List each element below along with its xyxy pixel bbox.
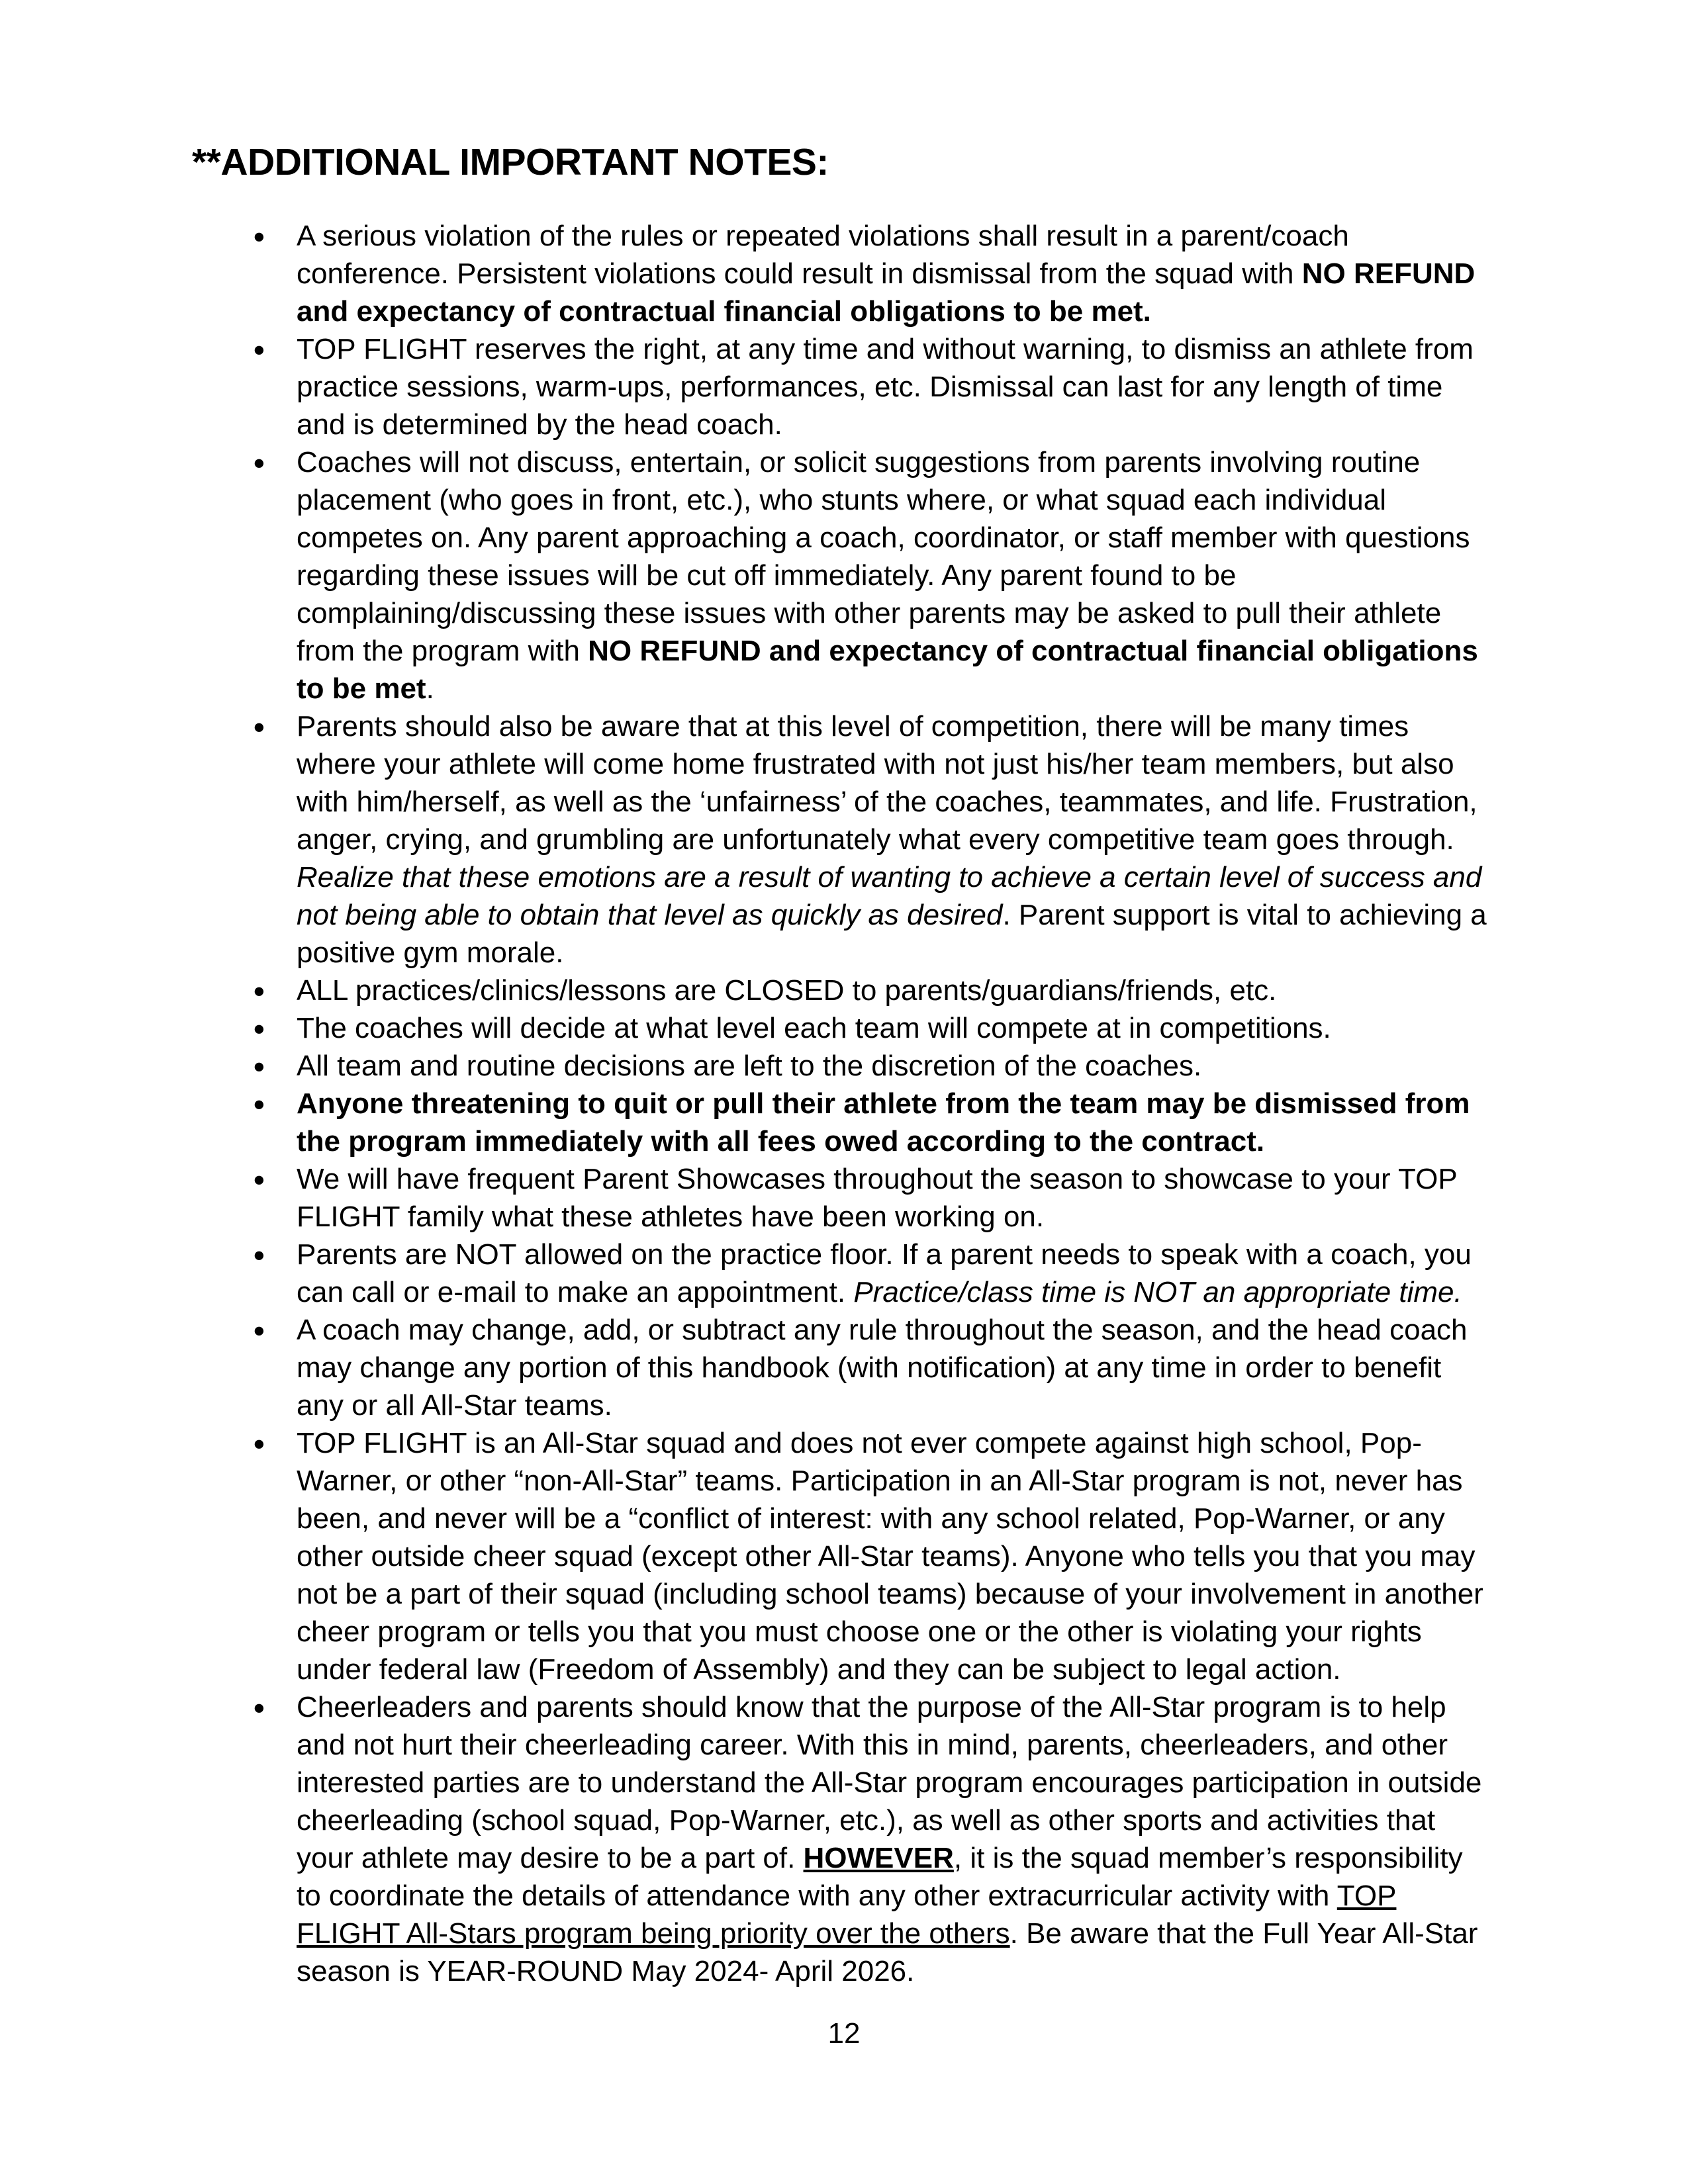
text-run: We will have frequent Parent Showcases throughout the season to showcase to your TOP FLIGHT family what these athletes have been working on. [297, 1163, 1457, 1233]
text-run: TOP FLIGHT All-Stars program being priority over the others [297, 1880, 1397, 1950]
text-run: Realize that these emotions are a result of wanting to achieve a certain level of success and not being able to obtain that level as quickly as desired [297, 861, 1482, 931]
list-item [297, 1424, 1495, 1688]
list-item [297, 217, 1495, 330]
list-item [297, 707, 1495, 972]
text-run: A coach may change, add, or subtract any rule throughout the season, and the head coach may change any portion of this handbook (with notification) at any time in order to benefit any or all All-Star teams. [297, 1314, 1468, 1422]
list-item [297, 443, 1495, 707]
document-body [192, 140, 1495, 1990]
text-run: All team and routine decisions are left to the discretion of the coaches. [297, 1050, 1202, 1082]
text-run: HOWEVER [803, 1842, 954, 1874]
text-run: NO REFUND and expectancy of contractual financial obligations to be met [297, 635, 1478, 705]
text-run: The coaches will decide at what level each team will compete at in competitions. [297, 1012, 1331, 1044]
text-run: Coaches will not discuss, entertain, or solicit suggestions from parents involving routine placement (who goes in front, etc.), who stunts where, or what squad each individual competes on. Any parent approaching a coach, coordinator, or staff member with questions regarding these issues will be cut off immediately. Any parent found to be complaining/discussing these issues with other parents may be asked to pull their athlete from the program with [297, 446, 1470, 667]
text-run: , it is the squad member’s responsibility to coordinate the details of attendance with any other extracurricular activity with [297, 1842, 1463, 1912]
text-run: . Parent support is vital to achieving a positive gym morale. [297, 899, 1487, 969]
text-run: Anyone threatening to quit or pull their athlete from the team may be dismissed from the program immediately with all fees owed according to the contract. [297, 1087, 1470, 1158]
list-item [297, 972, 1495, 1009]
text-run: . [426, 672, 434, 705]
list-item [297, 1236, 1495, 1311]
text-run: Cheerleaders and parents should know that the purpose of the All-Star program is to help and not hurt their cheerleading career. With this in mind, parents, cheerleaders, and other interested parties are to understand the All-Star program encourages participation in outside cheerleading (school squad, Pop-Warner, etc.), as well as other sports and activities that your athlete may desire to be a part of. [297, 1691, 1482, 1874]
text-run: Practice/class time is NOT an appropriate time. [853, 1276, 1462, 1308]
text-run: NO REFUND and expectancy of contractual financial obligations to be met. [297, 257, 1476, 328]
list-item [297, 1085, 1495, 1160]
text-run: . Be aware that the Full Year All-Star season is YEAR-ROUND May 2024- April 2026. [297, 1917, 1478, 1987]
text-run: ALL practices/clinics/lessons are CLOSED to parents/guardians/friends, etc. [297, 974, 1277, 1007]
list-item [297, 1160, 1495, 1236]
text-run: TOP FLIGHT reserves the right, at any time and without warning, to dismiss an athlete from practice sessions, warm-ups, performances, etc. Dismissal can last for any length of time and is determined by the head coach. [297, 333, 1474, 441]
page-title: **ADDITIONAL IMPORTANT NOTES: [192, 141, 829, 183]
page-number: 12 [827, 2017, 861, 2050]
text-run: Parents should also be aware that at this level of competition, there will be many times where your athlete will come home frustrated with not just his/her team members, but also with him/herself, as well as the ‘unfairness’ of the coaches, teammates, and life. Frustration, anger, crying, and grumbling are unfortunately what every competitive team goes through. [297, 710, 1477, 856]
list-item [297, 1047, 1495, 1085]
notes-list [192, 217, 1495, 1990]
list-item [297, 1311, 1495, 1424]
list-item [297, 330, 1495, 443]
list-item [297, 1688, 1495, 1990]
text-run: A serious violation of the rules or repeated violations shall result in a parent/coach conference. Persistent violations could result in dismissal from the squad with [297, 220, 1349, 290]
text-run: TOP FLIGHT is an All-Star squad and does not ever compete against high school, Pop-Warner, or other “non-All-Star” teams. Participation in an All-Star program is not, never has been, and never will be a “conflict of interest: with any school related, Pop-Warner, or any other outside cheer squad (except other All-Star teams). Anyone who tells you that you may not be a part of their squad (including school teams) because of your involvement in another cheer program or tells you that you must choose one or the other is violating your rights under federal law (Freedom of Assembly) and they can be subject to legal action. [297, 1427, 1483, 1686]
list-item [297, 1009, 1495, 1047]
text-run: Parents are NOT allowed on the practice floor. If a parent needs to speak with a coach, you can call or e-mail to make an appointment. [297, 1238, 1472, 1308]
